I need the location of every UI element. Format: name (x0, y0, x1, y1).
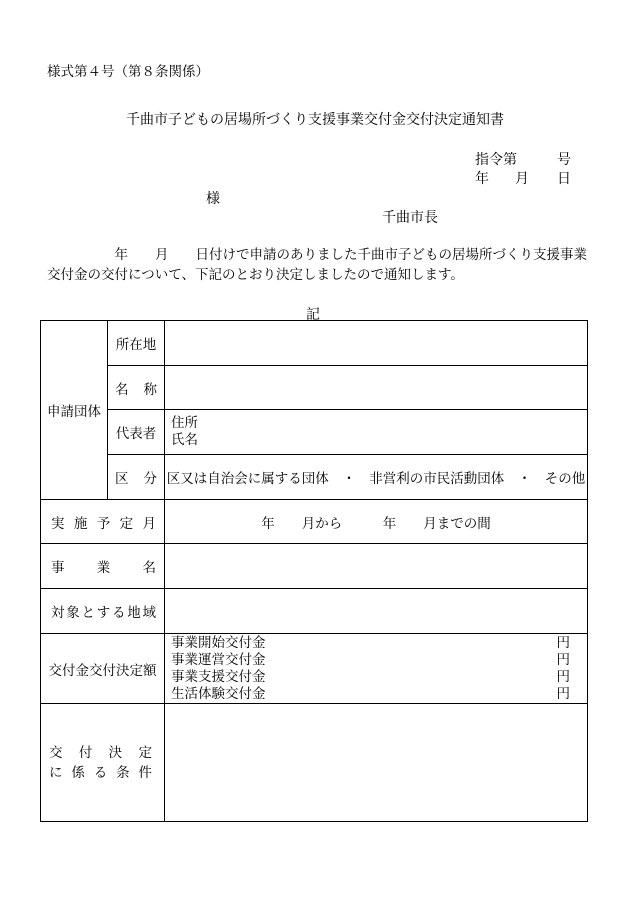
applicant-group-label: 申請団体 (41, 321, 108, 500)
project-label-char: 業 (96, 560, 111, 576)
schedule-label (41, 500, 165, 544)
schedule-label-char: 月 (142, 515, 156, 532)
representative-value[interactable] (165, 410, 588, 455)
date-year: 年 (475, 171, 489, 187)
amount-unit: 円 (556, 634, 570, 651)
area-label-char: 域 (142, 605, 156, 621)
representative-label: 代表者 (108, 410, 165, 455)
doc-number-suffix: 号 (557, 152, 571, 168)
decision-table (40, 320, 588, 822)
area-label-char: す (96, 605, 111, 621)
rep-name-label: 氏名 (171, 432, 198, 448)
amount-unit: 円 (556, 651, 570, 668)
name-label-char: 名 (115, 381, 129, 398)
amount-name: 事業開始交付金 (171, 634, 266, 651)
ki-heading: 記 (306, 307, 320, 323)
document-title: 千曲市子どもの居場所づくり支援事業交付金交付決定通知書 (126, 112, 504, 128)
notice-body-line2: 交付金の交付について、下記のとおり決定しましたので通知します。 (47, 267, 464, 283)
conditions-label-line2 (49, 763, 156, 783)
area-label-char: 地 (127, 605, 141, 621)
amount-row (165, 686, 587, 703)
area-label-char: 象 (66, 605, 80, 621)
conditions-label (41, 704, 165, 822)
target-area-label (41, 589, 165, 634)
project-label-char: 事 (51, 560, 65, 576)
conditions-label-char: 交 (49, 744, 63, 761)
amount-row (165, 669, 587, 686)
notice-body (47, 245, 592, 285)
category-label-char: 分 (143, 471, 157, 487)
decision-amounts[interactable] (165, 634, 588, 704)
conditions-label-char: 係 (71, 764, 85, 781)
amount-row (165, 635, 587, 652)
conditions-label-char: 決 (108, 744, 123, 761)
name-label (108, 366, 165, 410)
schedule-label-char: 予 (96, 515, 111, 532)
amount-name: 事業運営交付金 (171, 651, 266, 668)
amount-name: 生活体験交付金 (171, 685, 266, 702)
target-area-value[interactable] (165, 589, 588, 634)
schedule-value[interactable]: 年 月から 年 月までの間 (165, 500, 588, 544)
area-label-char: と (81, 605, 95, 621)
project-name-label (41, 544, 165, 589)
name-label-char: 称 (143, 381, 157, 398)
project-label-char: 名 (142, 560, 156, 576)
conditions-label-char: 条 (116, 764, 130, 781)
project-name-value[interactable] (165, 544, 588, 589)
date-month: 月 (515, 171, 529, 187)
amount-unit: 円 (556, 685, 570, 702)
conditions-label-char: 件 (138, 764, 152, 781)
name-value[interactable] (165, 366, 588, 410)
area-label-char: る (112, 605, 126, 621)
decision-amount-label: 交付金交付決定額 (41, 634, 165, 704)
conditions-label-char: 付 (78, 744, 93, 761)
category-label-char: 区 (115, 471, 129, 487)
doc-number-prefix: 指令第 (475, 152, 517, 168)
schedule-label-char: 実 (51, 515, 65, 532)
conditions-label-line1 (49, 743, 156, 763)
notice-body-line1: 年 月 日付けで申請のありました千曲市子どもの居場所づくり支援事業 (47, 247, 587, 263)
amount-name: 事業支援交付金 (171, 668, 266, 685)
conditions-label-char: 定 (138, 744, 152, 761)
category-label (108, 455, 165, 500)
conditions-value[interactable] (165, 704, 588, 822)
area-label-char: 対 (51, 605, 65, 621)
schedule-label-char: 定 (119, 515, 134, 532)
location-label: 所在地 (108, 321, 165, 366)
category-options[interactable]: 区又は自治会に属する団体 ・ 非営利の市民活動団体 ・ その他 (165, 455, 588, 500)
schedule-label-char: 施 (73, 515, 88, 532)
form-number: 様式第４号（第８条関係） (47, 64, 209, 80)
conditions-label-char: る (93, 764, 108, 781)
date-day: 日 (557, 171, 571, 187)
issuer: 千曲市長 (382, 210, 438, 226)
amount-row (165, 652, 587, 669)
rep-address-label: 住所 (171, 415, 198, 431)
addressee-honorific: 様 (206, 191, 220, 207)
amount-unit: 円 (556, 668, 570, 685)
conditions-label-char: に (49, 764, 63, 781)
location-value[interactable] (165, 321, 588, 366)
